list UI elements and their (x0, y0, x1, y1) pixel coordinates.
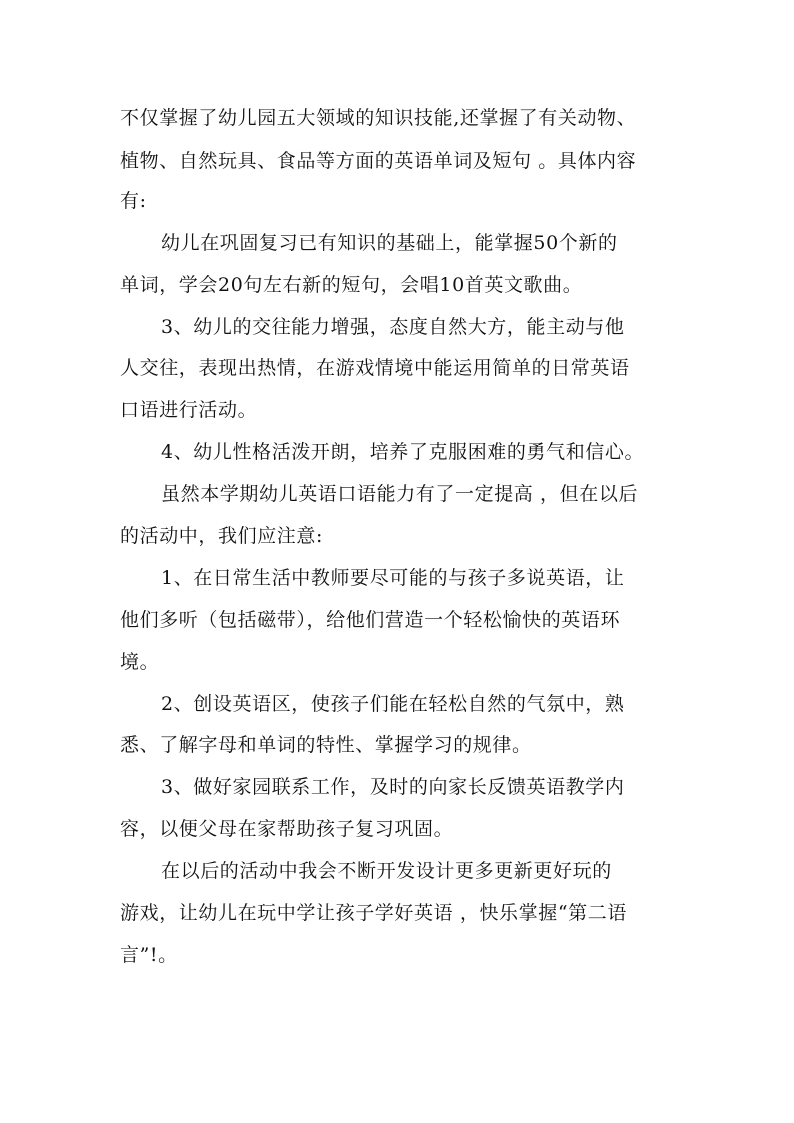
text-line: 游戏，让幼儿在玩中学让孩子学好英语 ，快乐掌握“第二语 (120, 902, 627, 924)
text-line: 口语进行活动。 (120, 399, 258, 421)
text-line: 悉、了解字母和单词的特性、掌握学习的规律。 (120, 734, 532, 756)
paragraph-start-line: 4、幼儿性格活泼开朗，培养了克服困难的勇气和信心。 (161, 441, 645, 463)
text-line: 单词，学会20句左右新的短句，会唱10首英文歌曲。 (120, 274, 583, 296)
text-line: 有: (120, 190, 147, 212)
paragraph-start-line: 3、做好家园联系工作，及时的向家长反馈英语教学内 (161, 776, 625, 798)
paragraph-start-line: 幼儿在巩固复习已有知识的基础上，能掌握50个新的 (161, 232, 618, 254)
text-line: 不仅掌握了幼儿园五大领域的知识技能,还掌握了有关动物、 (120, 107, 637, 129)
text-line: 人交往，表现出热情，在游戏情境中能运用简单的日常英语 (120, 357, 630, 379)
paragraph-start-line: 在以后的活动中我会不断开发设计更多更新更好玩的 (161, 860, 612, 882)
paragraph-start-line: 2、创设英语区，使孩子们能在轻松自然的气氛中，熟 (161, 693, 625, 715)
paragraph-start-line: 3、幼儿的交往能力增强，态度自然大方，能主动与他 (161, 316, 625, 338)
text-line: 植物、自然玩具、食品等方面的英语单词及短句 。具体内容 (120, 150, 637, 172)
text-line: 容，以便父母在家帮助孩子复习巩固。 (120, 818, 454, 840)
text-line: 的活动中，我们应注意: (120, 525, 324, 547)
paragraph-start-line: 虽然本学期幼儿英语口语能力有了一定提高 ，但在以后 (161, 483, 639, 505)
paragraph-start-line: 1、在日常生活中教师要尽可能的与孩子多说英语，让 (161, 567, 625, 589)
text-line: 言”!。 (120, 944, 178, 966)
text-line: 境。 (120, 651, 160, 673)
text-line: 他们多听（包括磁带），给他们营造一个轻松愉快的英语环 (120, 609, 621, 631)
